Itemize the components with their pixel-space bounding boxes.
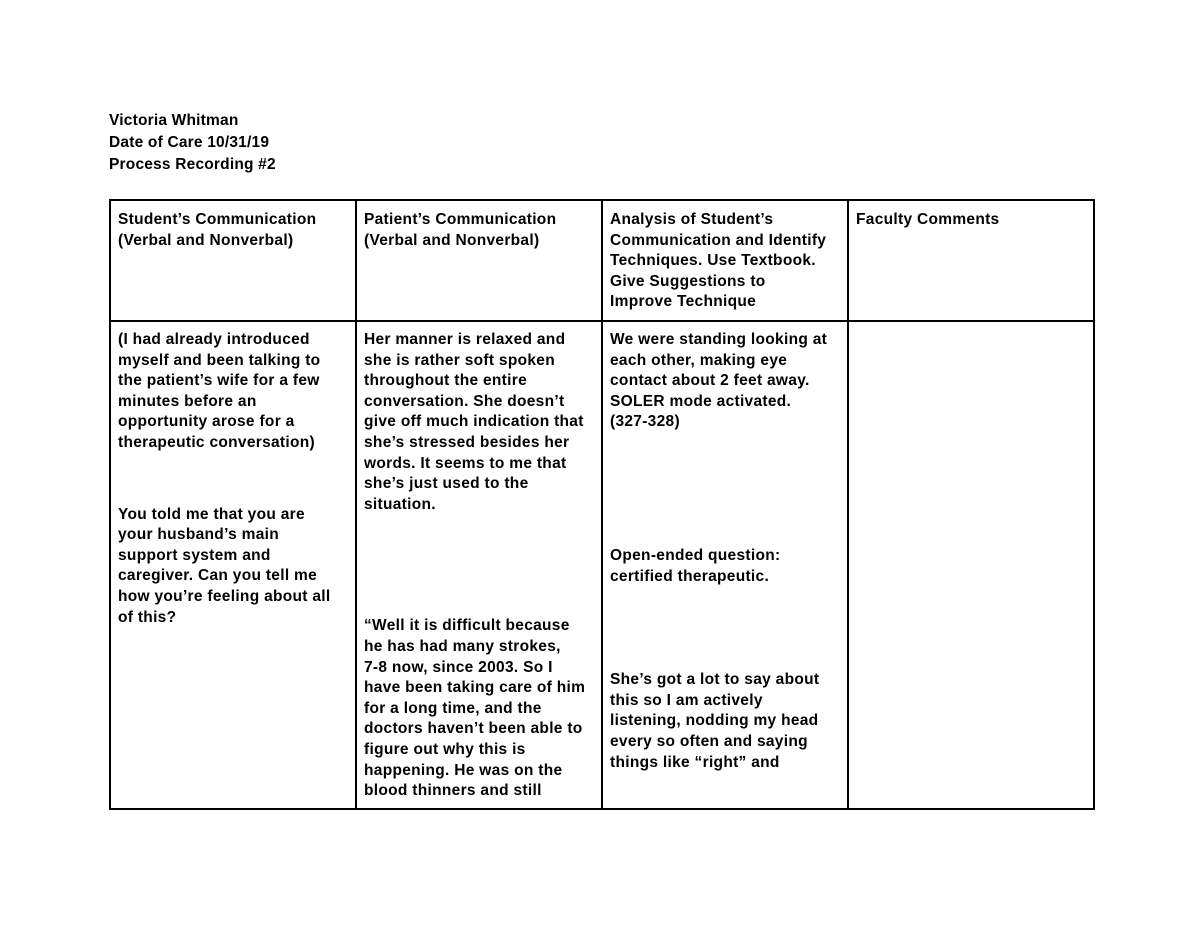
column-header-student: Student’s Communication (Verbal and Nonverbal) [110, 200, 356, 321]
process-recording-table [109, 199, 1095, 810]
column-header-faculty: Faculty Comments [848, 200, 1094, 321]
student-entry: You told me that you are your husband’s main support system and caregiver. Can you tell me how you’re feeling about all of this? [118, 505, 331, 626]
faculty-comments-cell [848, 321, 1094, 809]
date-of-care: Date of Care 10/31/19 [109, 134, 270, 151]
patient-entry: “Well it is difficult because he has had many strokes, 7-8 now, since 2003. So I have been taking care of him for a long time, and the doctors haven’t been able to figure out why this is happening. He was on the blood thinners and still [364, 617, 586, 800]
analysis-entry: We were standing looking at each other, making eye contact about 2 feet away. SOLER mode activated. (327-328) [610, 331, 828, 431]
column-header-analysis: Analysis of Student’s Communication and Identify Techniques. Use Textbook. Give Suggestions to Improve Technique [602, 200, 848, 321]
analysis-entry: Open-ended question: certified therapeutic. [610, 546, 781, 585]
analysis-entry: She’s got a lot to say about this so I am actively listening, nodding my head every so often and saying things like “right” and [610, 671, 820, 771]
column-header-patient: Patient’s Communication (Verbal and Nonverbal) [356, 200, 602, 321]
analysis-cell [602, 321, 848, 809]
patient-communication-cell [356, 321, 602, 809]
recording-title: Process Recording #2 [109, 156, 276, 173]
document-header [109, 110, 276, 176]
student-name: Victoria Whitman [109, 112, 239, 129]
table-row [110, 321, 1094, 809]
patient-entry: Her manner is relaxed and she is rather soft spoken throughout the entire conversation. She doesn’t give off much indication that she’s stressed besides her words. It seems to me that she’s just used to the situation. [364, 331, 584, 513]
student-communication-cell [110, 321, 356, 809]
student-entry: (I had already introduced myself and been talking to the patient’s wife for a few minutes before an opportunity arose for a therapeutic conversation) [118, 331, 321, 451]
table-header-row [110, 200, 1094, 321]
